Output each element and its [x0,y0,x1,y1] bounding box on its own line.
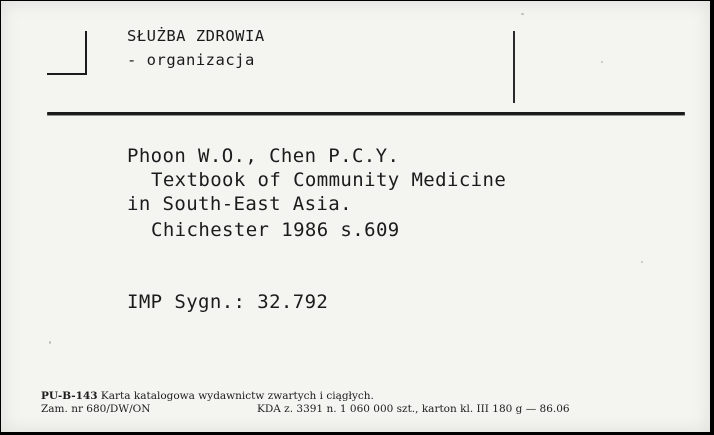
entry-title-line-1: Textbook of Community Medicine [151,169,507,191]
subject-subheading: - organizacja [127,51,255,69]
footer-form-line [41,390,374,403]
catalog-card [1,1,710,432]
form-description: Karta katalogowa wydawnictw zwartych i ciągłych. [100,390,374,402]
footer-order-number: Zam. nr 680/DW/ON [41,403,151,415]
paper-speck [641,261,643,263]
call-number: IMP Sygn.: 32.792 [127,291,329,313]
entry-title-line-2: in South-East Asia. [127,193,352,215]
paper-speck [521,13,524,15]
heading-divider-vertical [513,31,515,103]
heading-rule-shadow [47,115,685,116]
entry-authors: Phoon W.O., Chen P.C.Y. [127,145,400,167]
paper-speck [601,61,603,63]
entry-imprint: Chichester 1986 s.609 [151,219,400,241]
paper-speck [49,341,51,344]
footer-print-info: KDA z. 3391 n. 1 060 000 szt., karton kl. III 180 g — 86.06 [257,403,570,415]
corner-mark-horizontal [47,73,87,75]
corner-mark-vertical [85,31,87,75]
subject-heading: SŁUŻBA ZDROWIA [127,27,265,45]
form-code: PU-B-143 [41,390,98,402]
